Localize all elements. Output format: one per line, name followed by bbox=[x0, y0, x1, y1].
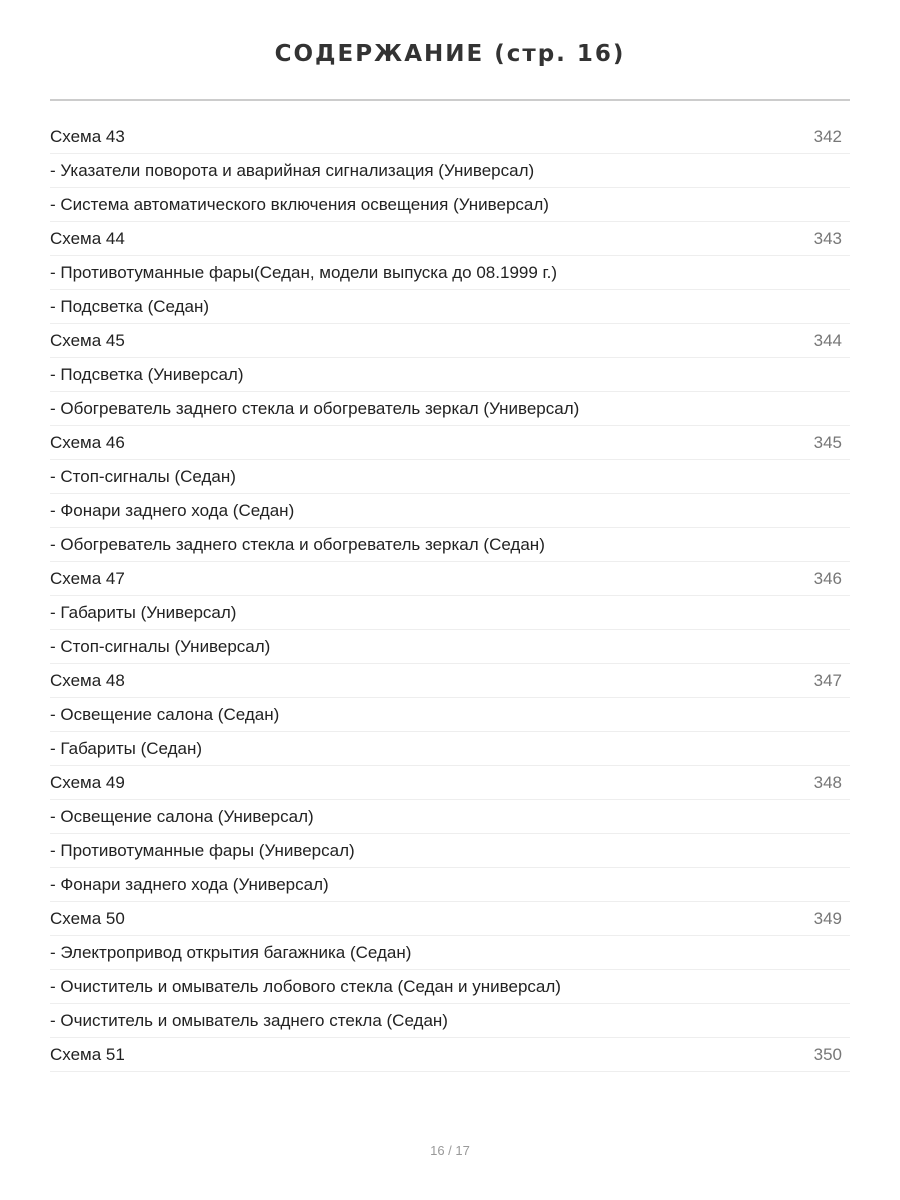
toc-label: Схема 47 bbox=[50, 569, 125, 588]
toc-label: - Очиститель и омыватель заднего стекла (Седан) bbox=[50, 1011, 448, 1030]
toc-row-subitem[interactable] bbox=[50, 256, 850, 290]
toc-row-schema-44[interactable] bbox=[50, 222, 850, 256]
toc-label: - Подсветка (Универсал) bbox=[50, 365, 244, 384]
toc-label: - Освещение салона (Седан) bbox=[50, 705, 280, 724]
toc-row-subitem[interactable] bbox=[50, 290, 850, 324]
toc-row-subitem[interactable] bbox=[50, 970, 850, 1004]
toc-label: Схема 48 bbox=[50, 671, 125, 690]
title-divider bbox=[50, 99, 850, 101]
toc-row-subitem[interactable] bbox=[50, 868, 850, 902]
toc-label: - Подсветка (Седан) bbox=[50, 297, 210, 316]
toc-label: Схема 43 bbox=[50, 127, 125, 146]
toc-label: Схема 46 bbox=[50, 433, 125, 452]
toc-label: - Указатели поворота и аварийная сигнализация (Универсал) bbox=[50, 161, 535, 180]
toc-label: - Освещение салона (Универсал) bbox=[50, 807, 314, 826]
toc-row-schema-51[interactable] bbox=[50, 1038, 850, 1072]
toc-row-subitem[interactable] bbox=[50, 392, 850, 426]
toc-label: Схема 44 bbox=[50, 229, 125, 248]
toc-row-subitem[interactable] bbox=[50, 494, 850, 528]
toc-row-subitem[interactable] bbox=[50, 800, 850, 834]
toc-row-subitem[interactable] bbox=[50, 596, 850, 630]
toc-row-subitem[interactable] bbox=[50, 528, 850, 562]
page-indicator: 16 / 17 bbox=[430, 1143, 470, 1158]
toc-row-subitem[interactable] bbox=[50, 834, 850, 868]
toc-label: - Габариты (Седан) bbox=[50, 739, 203, 758]
toc-row-schema-48[interactable] bbox=[50, 664, 850, 698]
toc-row-schema-46[interactable] bbox=[50, 426, 850, 460]
toc-row-schema-43[interactable] bbox=[50, 120, 850, 154]
toc-label: - Система автоматического включения освещения (Универсал) bbox=[50, 195, 549, 214]
toc-label: - Стоп-сигналы (Универсал) bbox=[50, 637, 271, 656]
toc-page-number: 350 bbox=[813, 1045, 842, 1064]
toc-label: Схема 49 bbox=[50, 773, 125, 792]
toc-label: - Электропривод открытия багажника (Седан) bbox=[50, 943, 412, 962]
toc-page-number: 342 bbox=[813, 127, 842, 146]
toc-row-schema-50[interactable] bbox=[50, 902, 850, 936]
toc-label: Схема 45 bbox=[50, 331, 125, 350]
toc-row-subitem[interactable] bbox=[50, 732, 850, 766]
toc-row-schema-45[interactable] bbox=[50, 324, 850, 358]
toc-list bbox=[50, 120, 850, 1072]
toc-row-subitem[interactable] bbox=[50, 358, 850, 392]
toc-label: - Фонари заднего хода (Седан) bbox=[50, 501, 295, 520]
toc-row-subitem[interactable] bbox=[50, 936, 850, 970]
toc-page-number: 344 bbox=[813, 331, 842, 350]
toc-row-subitem[interactable] bbox=[50, 154, 850, 188]
toc-row-subitem[interactable] bbox=[50, 630, 850, 664]
toc-page-number: 346 bbox=[813, 569, 842, 588]
toc-row-schema-47[interactable] bbox=[50, 562, 850, 596]
toc-row-subitem[interactable] bbox=[50, 188, 850, 222]
toc-page-number: 349 bbox=[813, 909, 842, 928]
toc-label: Схема 50 bbox=[50, 909, 125, 928]
toc-row-subitem[interactable] bbox=[50, 460, 850, 494]
toc-label: - Стоп-сигналы (Седан) bbox=[50, 467, 236, 486]
toc-label: - Обогреватель заднего стекла и обогреватель зеркал (Универсал) bbox=[50, 399, 580, 418]
toc-label: - Габариты (Универсал) bbox=[50, 603, 237, 622]
page-title: СОДЕРЖАНИЕ (стр. 16) bbox=[274, 41, 626, 67]
toc-label: - Противотуманные фары(Седан, модели выпуска до 08.1999 г.) bbox=[50, 263, 558, 282]
toc-label: - Фонари заднего хода (Универсал) bbox=[50, 875, 329, 894]
toc-page-number: 348 bbox=[813, 773, 842, 792]
toc-row-subitem[interactable] bbox=[50, 698, 850, 732]
toc-label: - Очиститель и омыватель лобового стекла (Седан и универсал) bbox=[50, 977, 561, 996]
toc-page-number: 345 bbox=[813, 433, 842, 452]
toc-label: - Обогреватель заднего стекла и обогреватель зеркал (Седан) bbox=[50, 535, 545, 554]
toc-page-number: 343 bbox=[813, 229, 842, 248]
toc-page-number: 347 bbox=[813, 671, 842, 690]
toc-row-schema-49[interactable] bbox=[50, 766, 850, 800]
toc-row-subitem[interactable] bbox=[50, 1004, 850, 1038]
toc-label: Схема 51 bbox=[50, 1045, 125, 1064]
toc-label: - Противотуманные фары (Универсал) bbox=[50, 841, 355, 860]
